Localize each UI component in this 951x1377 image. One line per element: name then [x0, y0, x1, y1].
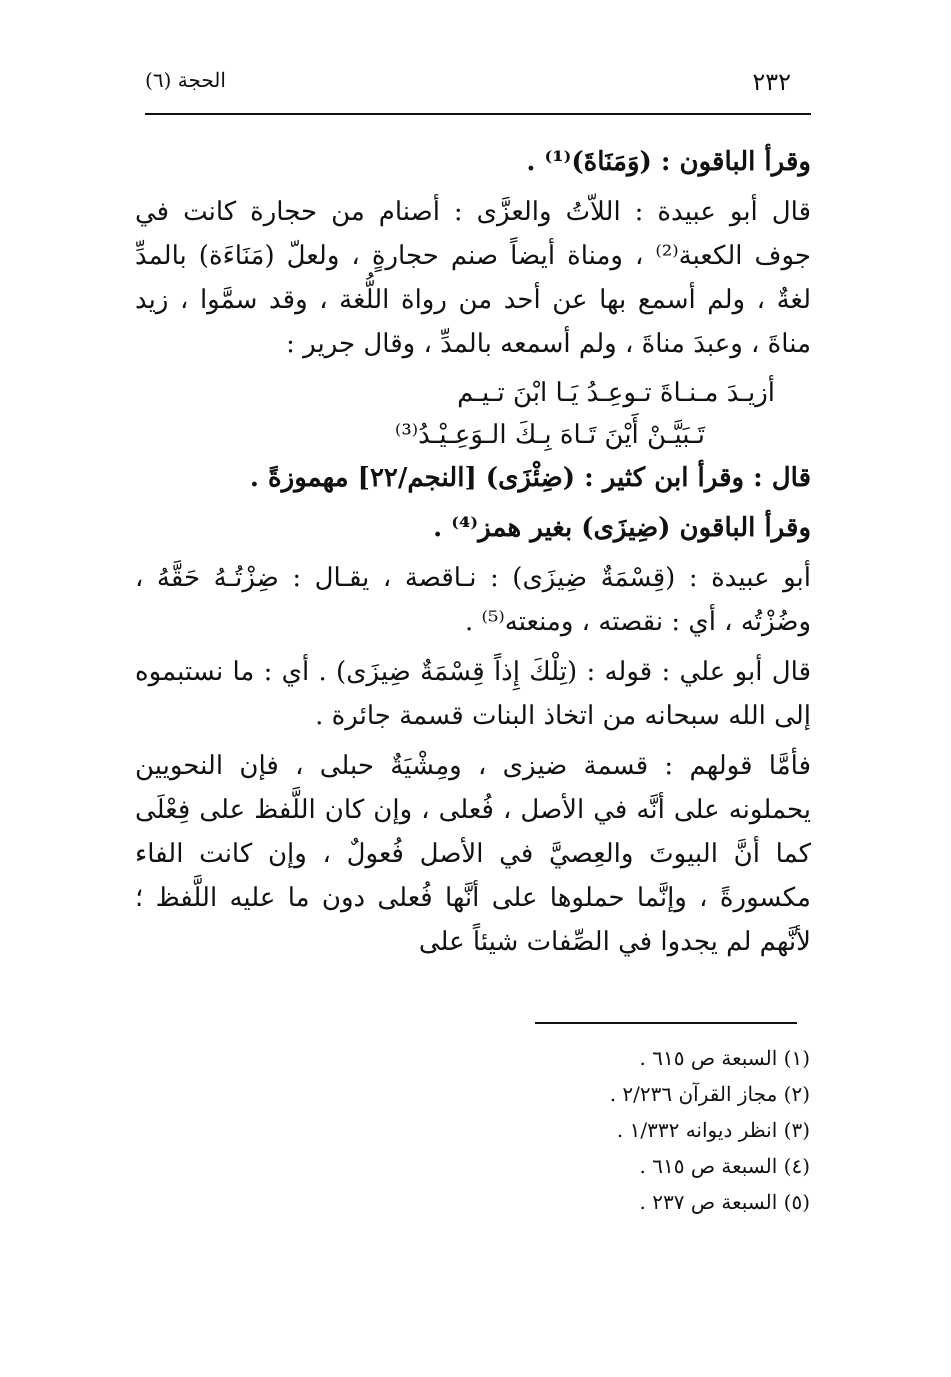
footnote-4: (٤) السبعة ص ٦١٥ .	[639, 1154, 810, 1178]
footnote-5: (٥) السبعة ص ٢٣٧ .	[639, 1190, 810, 1214]
verse-line-2: تَـبَيَّـنْ أَيْنَ تَـاهَ بِـكَ الـوَعِـيْـدُ⁽³⁾	[394, 420, 705, 450]
verse-line-1: أزيـدَ مـنـاةَ تـوعِـدُ يَـا ابْنَ تـيـم	[457, 378, 775, 408]
running-header: الحجة (٦)	[145, 68, 226, 92]
footnote-1: (١) السبعة ص ٦١٥ .	[639, 1046, 810, 1070]
footnote-2: (٢) مجاز القرآن ٢/٢٣٦ .	[609, 1082, 810, 1106]
page-number: ٢٣٢	[752, 68, 791, 96]
paragraph-without-hamz: وقرأ الباقون (ضِيزَى) بغير همز⁽⁴⁾ .	[433, 513, 811, 543]
paragraph-grammar: فأمَّا قولهم : قسمة ضيزى ، ومِشْيَةٌ حبلى ، فإن النحويين يحملونه على أنَّه في الأصل ، فُعلى ، وإن كان اللَّفظ على فِعْلَى كما أنَّ البيوتَ والعِصيَّ في الأصل فُعولٌ ، وإن كانت الفاء مكسورةً ، وإنَّما حملوها على أنَّها فُعلى دون ما عليه اللَّفظ ؛ لأنَّهم لم يجدوا في الصِّفات شيئاً على	[135, 751, 811, 957]
paragraph-definition: أبو عبيدة : (قِسْمَةٌ ضِيزَى) : نـاقصة ، يقـال : ضِزْتُـهُ حَقَّهُ ، وضُزْتُه ، أي : نقصته ، ومنعته⁽⁵⁾ .	[135, 563, 811, 637]
header-rule	[145, 113, 811, 115]
poem-verse	[135, 372, 811, 456]
footnote-3: (٣) انظر ديوانه ١/٣٣٢ .	[616, 1118, 810, 1142]
paragraph-abu-ali: قال أبو علي : قوله : (تِلْكَ إِذاً قِسْمَةٌ ضِيزَى) . أي : ما نستبموه إلى الله سبحانه من اتخاذ البنات قسمة جائرة .	[135, 657, 811, 731]
footnotes	[420, 1040, 810, 1220]
paragraph-reading-remaining: وقرأ الباقون : (وَمَنَاةَ)⁽¹⁾ .	[526, 147, 811, 177]
main-text	[135, 140, 811, 970]
paragraph-abu-ubayda: قال أبو عبيدة : اللاّتُ والعزَّى : أصنام من حجارة كانت في جوف الكعبة⁽²⁾ ، ومناة أيضاً صنم حجارةٍ ، ولعلّ (مَنَاءَة) بالمدِّ لغةٌ ، ولم أسمع بها عن أحد من رواة اللُّغة ، وقد سمَّوا ، زيد مناةَ ، وعبدَ مناةَ ، ولم أسمعه بالمدِّ ، وقال جرير :	[135, 197, 811, 359]
footnote-rule	[535, 1022, 797, 1024]
paragraph-ibn-kathir: قال : وقرأ ابن كثير : (ضِئْزَى) [النجم/٢٢] مهموزةً .	[249, 463, 811, 493]
